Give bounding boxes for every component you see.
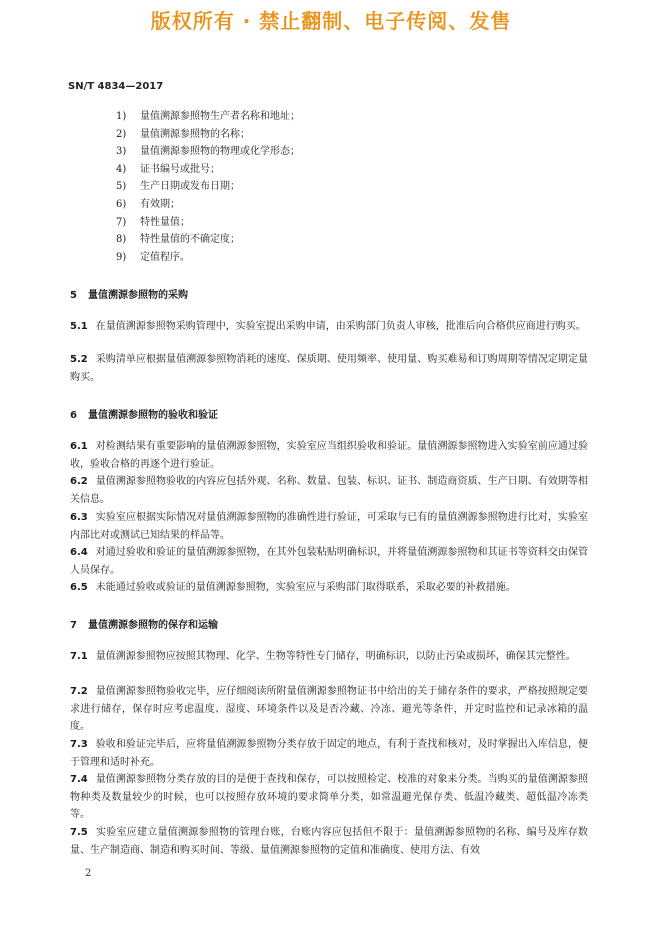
list-item bbox=[116, 108, 300, 126]
list-item-text: 量值溯源参照物生产者名称和地址； bbox=[140, 111, 300, 122]
list-item-text: 生产日期或发布日期； bbox=[140, 181, 240, 193]
clause-text: 对通过验收和验证的量值溯源参照物，在其外包装粘贴明确标识，并将量值溯源参照物和其证书等资料交由保管人员保存。 bbox=[70, 547, 588, 576]
clause-5-1 bbox=[70, 318, 588, 336]
section-heading-6 bbox=[70, 406, 218, 421]
section-heading-7 bbox=[70, 616, 218, 631]
section-title: 量值溯源参照物的验收和验证 bbox=[88, 410, 218, 421]
list-item-number: 2) bbox=[116, 128, 127, 140]
list-item bbox=[116, 214, 300, 232]
section-number: 7 bbox=[70, 620, 77, 631]
section-number: 5 bbox=[70, 290, 77, 301]
clause-6-5 bbox=[70, 579, 588, 597]
list-item-text: 有效期； bbox=[140, 198, 180, 210]
clause-text: 量值溯源参照物验收的内容应包括外观、名称、数量、包装、标识、证书、制造商资质、生产日期、有效期等相关信息。 bbox=[70, 476, 588, 505]
list-item-number: 5) bbox=[116, 181, 127, 193]
clause-7-3 bbox=[70, 736, 588, 771]
section-title: 量值溯源参照物的采购 bbox=[88, 290, 188, 301]
clause-number: 7.4 bbox=[70, 774, 88, 785]
clause-text: 在量值溯源参照物采购管理中，实验室提出采购申请，由采购部门负责人审核，批准后向合格供应商进行购买。 bbox=[95, 321, 586, 332]
clause-text: 验收和验证完毕后，应将量值溯源参照物分类存放于固定的地点，有利于查找和核对，及时掌握出入库信息，便于管理和适时补充。 bbox=[70, 739, 588, 768]
list-item-text: 量值溯源参照物的名称； bbox=[140, 128, 250, 140]
clause-text: 对检测结果有重要影响的量值溯源参照物，实验室应当组织验收和验证。量值溯源参照物进入实验室前应通过验收，验收合格的再逐个进行验证。 bbox=[70, 441, 588, 470]
clause-text: 实验室应建立量值溯源参照物的管理台账，台账内容应包括但不限于：量值溯源参照物的名称、编号及库存数量、生产制造商、制造和购买时间、等级、量值溯源参照物的定值和准确度、使用方法、有效 bbox=[70, 827, 588, 856]
clause-text: 量值溯源参照物验收完毕，应仔细阅读所附量值溯源参照物证书中给出的关于储存条件的要求，严格按照规定要求进行储存，保存时应考虑温度、湿度、环境条件以及是否冷藏、冷冻、避光等条件，并定时监控和记录冰箱的温度。 bbox=[70, 686, 588, 733]
list-item bbox=[116, 249, 300, 267]
list-item-number: 7) bbox=[116, 216, 127, 228]
requirement-list bbox=[116, 108, 300, 266]
clause-text: 未能通过验收或验证的量值溯源参照物，实验室应与采购部门取得联系，采取必要的补救措施。 bbox=[95, 582, 516, 593]
list-item-number: 9) bbox=[116, 251, 127, 263]
standard-number: SN/T 4834—2017 bbox=[68, 81, 164, 92]
clause-text: 实验室应根据实际情况对量值溯源参照物的准确性进行验证，可采取与已有的量值溯源参照物进行比对，实验室内部比对或测试已知结果的样品等。 bbox=[70, 512, 588, 541]
section-heading-5 bbox=[70, 286, 188, 301]
list-item bbox=[116, 196, 300, 214]
list-item-number: 3) bbox=[116, 146, 127, 158]
section-number: 6 bbox=[70, 410, 77, 421]
clause-number: 6.1 bbox=[70, 441, 88, 452]
clause-number: 6.3 bbox=[70, 512, 88, 523]
clause-6-3 bbox=[70, 509, 588, 544]
list-item-text: 定值程序。 bbox=[140, 251, 190, 263]
list-item-number: 6) bbox=[116, 198, 127, 210]
clause-7-5 bbox=[70, 824, 588, 859]
list-item bbox=[116, 231, 300, 249]
clause-7-1 bbox=[70, 648, 588, 666]
clause-6-1 bbox=[70, 438, 588, 473]
list-item-number: 1) bbox=[116, 111, 127, 122]
list-item-number: 4) bbox=[116, 163, 127, 175]
list-item bbox=[116, 126, 300, 144]
clause-5-2 bbox=[70, 351, 588, 386]
clause-number: 7.3 bbox=[70, 739, 88, 750]
list-item-number: 8) bbox=[116, 234, 127, 246]
list-item bbox=[116, 143, 300, 161]
clause-number: 6.5 bbox=[70, 582, 88, 593]
list-item bbox=[116, 178, 300, 196]
clause-number: 7.5 bbox=[70, 827, 88, 838]
clause-text: 量值溯源参照物分类存放的目的是便于查找和保存，可以按照检定、校准的对象来分类。当购买的量值溯源参照物种类及数量较少的时候，也可以按照存放环境的要求简单分类，如常温避光保存类、低温冷藏类、超低温冷冻类等。 bbox=[70, 774, 588, 821]
section-title: 量值溯源参照物的保存和运输 bbox=[88, 620, 218, 631]
clause-6-4 bbox=[70, 544, 588, 579]
list-item bbox=[116, 161, 300, 179]
clause-6-2 bbox=[70, 473, 588, 508]
list-item-text: 特性量值； bbox=[140, 216, 190, 228]
clause-text: 量值溯源参照物应按照其物理、化学、生物等特性专门储存，明确标识，以防止污染或损坏，确保其完整性。 bbox=[95, 651, 576, 662]
clause-number: 7.1 bbox=[70, 651, 88, 662]
list-item-text: 证书编号或批号； bbox=[140, 163, 220, 175]
clause-number: 7.2 bbox=[70, 686, 88, 697]
list-item-text: 特性量值的不确定度； bbox=[140, 234, 240, 246]
clause-number: 6.2 bbox=[70, 476, 88, 487]
clause-7-4 bbox=[70, 771, 588, 824]
clause-number: 5.2 bbox=[70, 354, 88, 365]
clause-number: 6.4 bbox=[70, 547, 88, 558]
page-number: 2 bbox=[85, 868, 92, 879]
clause-7-2 bbox=[70, 683, 588, 736]
clause-number: 5.1 bbox=[70, 321, 88, 332]
copyright-watermark: 版权所有 · 禁止翻制、电子传阅、发售 bbox=[150, 9, 512, 33]
list-item-text: 量值溯源参照物的物理或化学形态； bbox=[140, 146, 300, 158]
clause-text: 采购清单应根据量值溯源参照物消耗的速度、保质期、使用频率、使用量、购买难易和订购周期等情况定期定量购买。 bbox=[70, 354, 588, 383]
